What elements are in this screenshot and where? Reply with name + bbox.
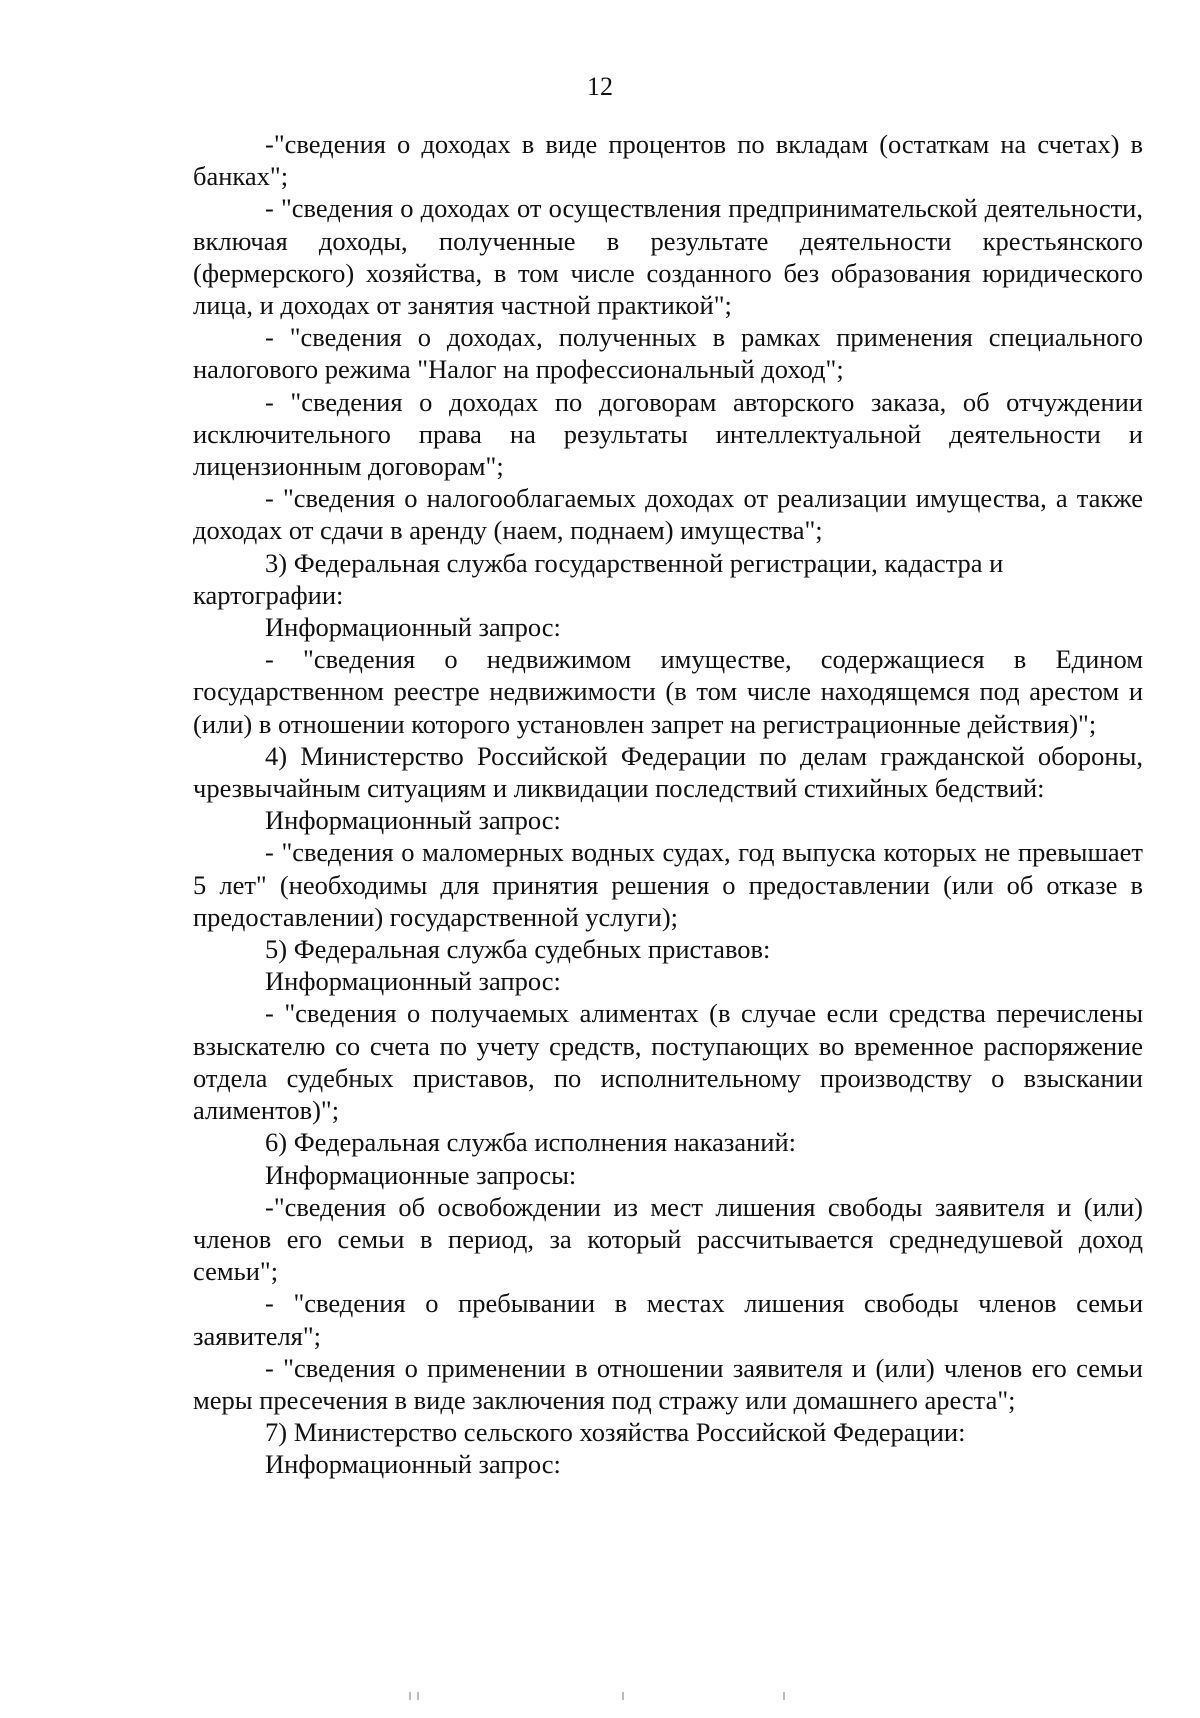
info-requests-label: Информационные запросы: <box>265 1159 577 1190</box>
scan-artifact <box>783 1692 785 1700</box>
scan-artifact <box>417 1692 419 1700</box>
paragraph-business-income: - "сведения о доходах от осуществления предпринимательской деятельности, включая доходы, полученные в результате деятельности крестьянского (фермерского) хозяйства, в том числе созданного без образования юридического лица, и доходах от занятия частной практикой"; <box>193 193 1143 321</box>
info-request-label: Информационный запрос: <box>265 1449 561 1480</box>
paragraph-imprisonment-family: - "сведения о пребывании в местах лишения свободы членов семьи заявителя"; <box>193 1288 1143 1351</box>
section-3-heading: 3) Федеральная служба государственной регистрации, кадастра и картографии: <box>193 547 1004 610</box>
section-5-heading: 5) Федеральная служба судебных приставов: <box>265 934 771 965</box>
paragraph-release-from-prison: -"сведения об освобождении из мест лишения свободы заявителя и (или) членов его семьи в период, за который рассчитывается среднедушевой доход семьи"; <box>193 1191 1143 1287</box>
paragraph-real-estate: - "сведения о недвижимом имуществе, содержащиеся в Едином государственном реестре недвижимости (в том числе находящемся под арестом и (или) в отношении которого установлен запрет на регистрационные действия)"; <box>193 644 1143 739</box>
scan-artifact <box>622 1692 624 1700</box>
page-number: 12 <box>587 72 613 101</box>
paragraph-alimony: - "сведения о получаемых алиментах (в случае если средства перечислены взыскателю со счета по учету средств, поступающих во временное распоряжение отдела судебных приставов, по исполнительному производству о взыскании алиментов)"; <box>193 998 1143 1126</box>
paragraph-preventive-measures: - "сведения о применении в отношении заявителя и (или) членов его семьи меры пресечения в виде заключения под стражу или домашнего ареста"; <box>193 1352 1143 1415</box>
info-request-label: Информационный запрос: <box>265 966 561 997</box>
paragraph-professional-income-tax: - "сведения о доходах, полученных в рамках применения специального налогового режима "Налог на профессиональный доход"; <box>193 322 1143 385</box>
paragraph-interest-income: -"сведения о доходах в виде процентов по вкладам (остаткам на счетах) в банках"; <box>193 129 1143 192</box>
section-7-heading: 7) Министерство сельского хозяйства Российской Федерации: <box>265 1417 966 1448</box>
info-request-label: Информационный запрос: <box>265 612 561 643</box>
paragraph-author-contracts: - "сведения о доходах по договорам авторского заказа, об отчуждении исключительного права на результаты интеллектуальной деятельности и лицензионным договорам"; <box>193 386 1143 482</box>
scan-artifact <box>409 1692 411 1700</box>
paragraph-small-vessels: - "сведения о маломерных водных судах, год выпуска которых не превышает 5 лет" (необходимы для принятия решения о предоставлении (или об отказе в предоставлении) государственной услуги); <box>193 837 1143 932</box>
paragraph-property-sale-rent: - "сведения о налогооблагаемых доходах от реализации имущества, а также доходах от сдачи в аренду (наем, поднаем) имущества"; <box>193 483 1143 546</box>
section-6-heading: 6) Федеральная служба исполнения наказаний: <box>265 1127 797 1158</box>
section-4-heading: 4) Министерство Российской Федерации по делам гражданской обороны, чрезвычайным ситуациям и ликвидации последствий стихийных бедствий: <box>193 740 1143 804</box>
info-request-label: Информационный запрос: <box>265 805 561 836</box>
document-body <box>193 128 1143 1481</box>
